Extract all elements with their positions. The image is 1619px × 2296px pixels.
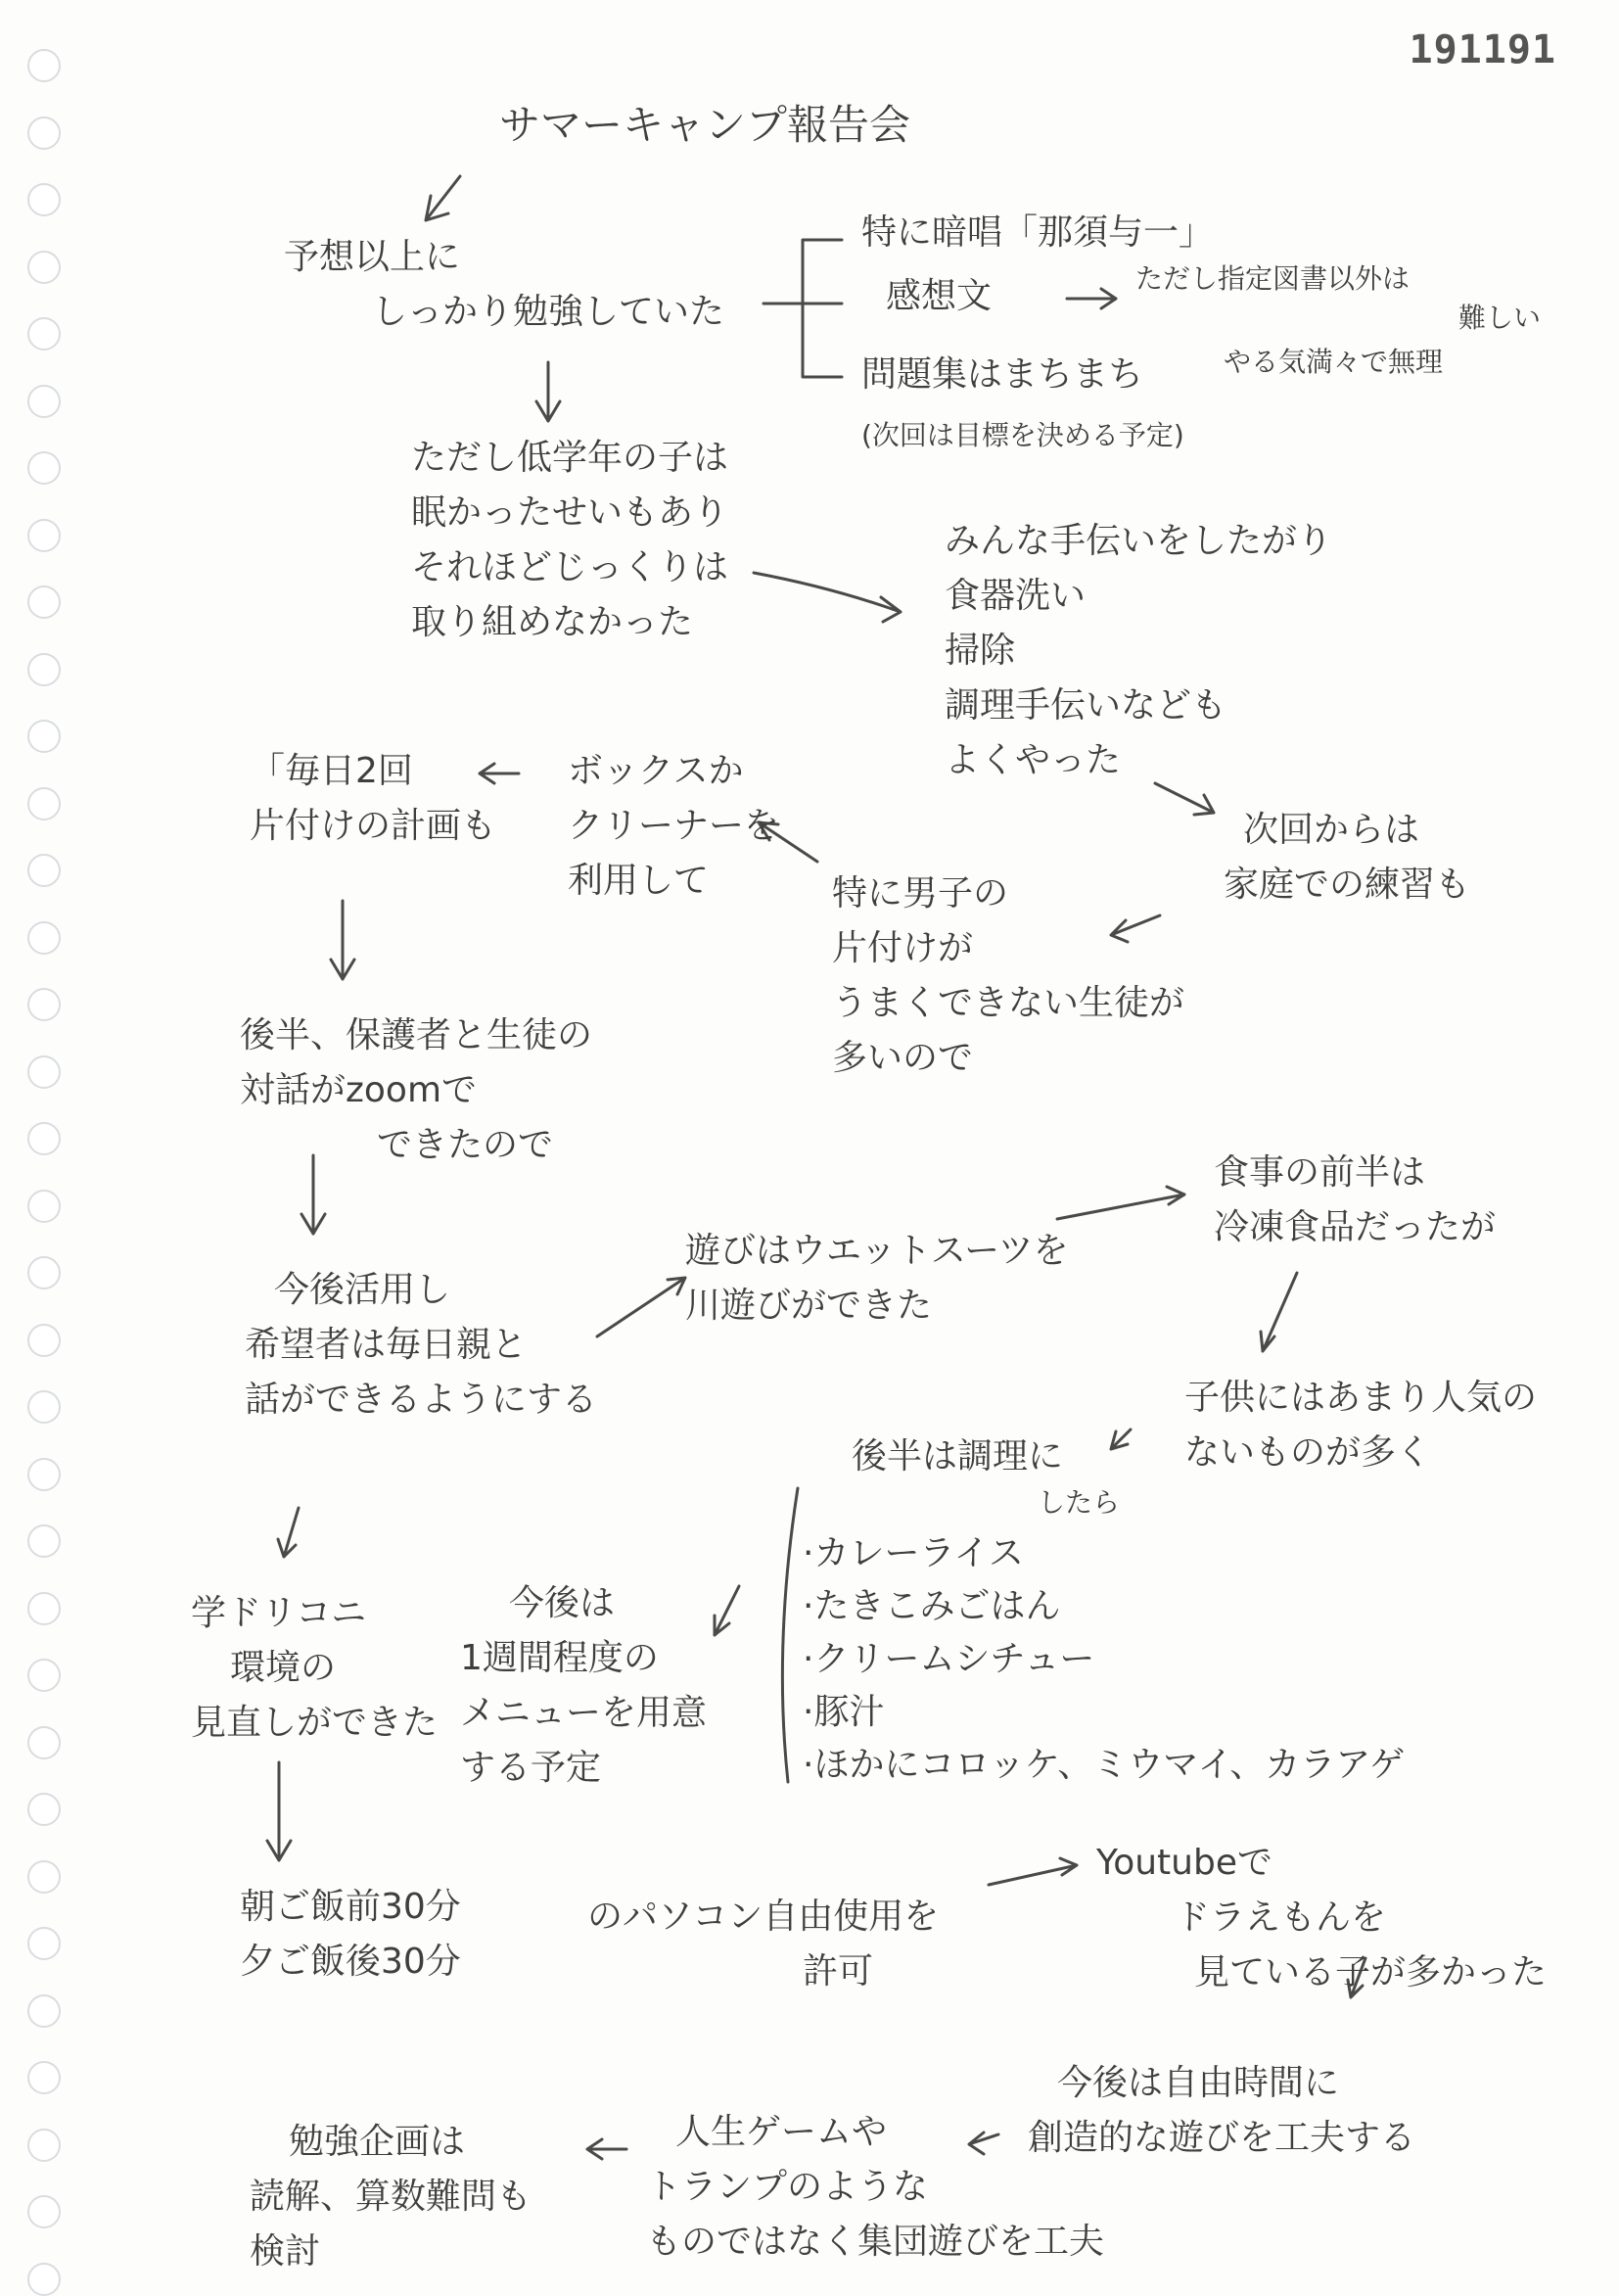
line: 家庭での練習も [1224, 865, 1471, 905]
node-branch-recite: 特に暗唱「那須与一」 [861, 212, 1215, 253]
line: 対話がzoomで [240, 1070, 478, 1110]
line: しっかり勉強していた [372, 292, 725, 332]
line: 多いので [832, 1038, 974, 1078]
line: ただし低学年の子は [411, 438, 729, 478]
node-twice-daily [250, 744, 496, 854]
arrow-title-to-exceeded [426, 176, 460, 220]
binder-hole [27, 1190, 61, 1223]
line: 見直しができた [191, 1703, 439, 1743]
binder-hole [27, 2061, 61, 2094]
line: ドラえもんを [1175, 1898, 1387, 1938]
binder-hole [27, 1659, 61, 1692]
document-id: 191191 [1409, 27, 1556, 72]
title: サマーキャンプ報告会 [499, 101, 911, 149]
line: する予定 [460, 1748, 602, 1788]
binder-hole [27, 1726, 61, 1759]
line: 検討 [250, 2231, 321, 2272]
node-branch-essay: 感想文 [886, 276, 993, 316]
node-outdoor [685, 1224, 1069, 1334]
line: 川遊びができた [685, 1286, 933, 1326]
line: 人生ゲームや [675, 2112, 888, 2152]
line: 掃除 [945, 631, 1016, 671]
line: 読解、算数難問も [250, 2177, 532, 2217]
line: みんな手伝いをしたがり [945, 521, 1333, 561]
arrow-exceeded-branches [763, 240, 842, 377]
line: メニューを用意 [460, 1693, 708, 1733]
node-youtube [1096, 1836, 1547, 2000]
node-box-cleaner [568, 744, 779, 909]
binder-hole [27, 1122, 61, 1155]
arrow-meals-to-kids [1261, 1273, 1297, 1351]
node-younger [411, 431, 728, 650]
node-kids-dislike [1184, 1371, 1537, 1480]
line: 次回からは [1243, 810, 1420, 850]
node-study-plan [250, 2115, 532, 2279]
arrow-essay-note [1067, 289, 1116, 308]
node-zoom [240, 1008, 592, 1173]
line: ただし指定図書以外は [1135, 262, 1411, 295]
line: 利用して [568, 861, 710, 901]
line: 1週間程度の [460, 1638, 659, 1678]
binder-hole [27, 183, 61, 216]
node-branch-workbook: 問題集はまちまち [861, 354, 1144, 395]
arrow-latter-to-weekly [715, 1586, 739, 1635]
line: よくやった [945, 740, 1122, 780]
node-chores [945, 514, 1332, 788]
binder-hole [27, 117, 61, 150]
arrow-younger-to-chores [754, 573, 901, 622]
node-weekly-menu [460, 1576, 707, 1796]
binder-hole [27, 988, 61, 1021]
line: のパソコン自由使用を [587, 1897, 940, 1937]
line: 夕ご飯後30分 [240, 1942, 461, 1982]
binder-hole [27, 1458, 61, 1491]
binder-hole [27, 2129, 61, 2162]
binder-hole [27, 451, 61, 485]
line: 食事の前半は [1214, 1152, 1426, 1193]
node-group-games [646, 2105, 1104, 2270]
menu-list [803, 1527, 1405, 1792]
node-latter-cooking: 後半は調理に [852, 1436, 1064, 1476]
binder-hole [27, 1390, 61, 1424]
binder-holes [0, 0, 98, 2291]
line: 調理手伝いなども [945, 685, 1227, 726]
line: それほどじっくりは [411, 547, 729, 587]
node-next-home [1224, 803, 1470, 913]
line: 子供にはあまり人気の [1184, 1378, 1538, 1418]
binder-hole [27, 1524, 61, 1558]
line: うまくできない生徒が [832, 983, 1185, 1023]
line: ないものが多く [1184, 1432, 1432, 1473]
line: Youtubeで [1096, 1843, 1272, 1883]
line: 片付けの計画も [250, 806, 497, 846]
binder-hole [27, 1927, 61, 1960]
line: ものではなく集団遊びを工夫 [646, 2222, 1105, 2262]
node-boys [832, 867, 1184, 1086]
line: 予想以上に [284, 237, 461, 277]
binder-hole [27, 519, 61, 552]
arrow-group-to-study [587, 2139, 626, 2159]
binder-hole [27, 1256, 61, 1289]
binder-hole [27, 1793, 61, 1826]
line: 今後は [509, 1583, 616, 1623]
line: 今後活用し [274, 1270, 451, 1310]
arrow-kids-to-latter [1111, 1429, 1131, 1449]
line: 見ている子が多かった [1194, 1952, 1548, 1992]
line: 環境の [230, 1648, 337, 1688]
binder-hole [27, 720, 61, 753]
binder-hole [27, 2263, 61, 2296]
line: 食器洗い [945, 576, 1087, 616]
binder-hole [27, 2195, 61, 2228]
node-meals [1214, 1146, 1496, 1255]
node-future-zoom [245, 1263, 597, 1428]
arrow-pcfree-to-youtube [989, 1858, 1077, 1885]
line: できたので [377, 1125, 554, 1165]
arrow-twice-to-zoom [331, 901, 354, 979]
node-pc-times [240, 1880, 461, 1990]
node-pc-free [587, 1890, 939, 1999]
binder-hole [27, 251, 61, 284]
binder-hole [27, 653, 61, 686]
line: 片付けが [832, 928, 974, 968]
line: クリーナーを [568, 806, 780, 846]
node-latter-cooking-note: したら [1038, 1486, 1121, 1519]
menu-item: · 豚汁 [803, 1686, 1405, 1739]
node-branch-essay-note [1135, 259, 1541, 338]
line: ボックスか [568, 751, 744, 791]
line: 取り組めなかった [411, 602, 694, 642]
menu-item: · たきこみごはん [803, 1580, 1405, 1633]
binder-hole [27, 586, 61, 619]
node-exceeded [284, 230, 724, 340]
binder-hole [27, 1055, 61, 1089]
line: 希望者は毎日親と [245, 1325, 528, 1365]
line: 遊びはウエットスーツを [685, 1231, 1069, 1271]
menu-item: · カレーライス [803, 1527, 1405, 1580]
binder-hole [27, 854, 61, 887]
binder-hole [27, 1994, 61, 2028]
binder-hole [27, 1324, 61, 1357]
line: 学ドリコニ [191, 1593, 367, 1633]
line: 話ができるようにする [245, 1380, 598, 1420]
menu-item: · ほかにコロッケ、ミウマイ、カラアゲ [803, 1739, 1405, 1792]
line: 「毎日2回 [250, 751, 413, 791]
line: 眠かったせいもあり [411, 492, 729, 533]
node-branch-workbook-note: (次回は目標を決める予定) [861, 419, 1184, 451]
line: 勉強企画は [289, 2122, 466, 2162]
arrow-pcenv-to-pctimes [267, 1762, 291, 1860]
line: 後半、保護者と生徒の [240, 1015, 593, 1055]
line: 今後は自由時間に [1057, 2063, 1340, 2103]
binder-hole [27, 317, 61, 351]
binder-hole [27, 49, 61, 82]
bracket-menu [782, 1488, 798, 1782]
line: 許可 [803, 1951, 874, 1991]
line: 冷凍食品だったが [1214, 1207, 1497, 1247]
arrow-outdoor-to-meals [1057, 1187, 1184, 1219]
line: 朝ご飯前30分 [240, 1887, 461, 1927]
arrow-exceeded-to-younger [536, 362, 560, 421]
node-pc-env [191, 1586, 438, 1751]
node-branch-essay-note2: やる気満々で無理 [1224, 346, 1444, 378]
binder-hole [27, 787, 61, 820]
binder-hole [27, 921, 61, 955]
arrow-future-to-pcenv [278, 1508, 299, 1557]
line: 特に男子の [832, 873, 1009, 914]
binder-hole [27, 1592, 61, 1625]
menu-item: · クリームシチュー [803, 1633, 1405, 1686]
line: 創造的な遊びを工夫する [1028, 2118, 1416, 2158]
line: トランプのような [646, 2167, 929, 2207]
arrow-future-to-outdoor [597, 1278, 685, 1336]
binder-hole [27, 385, 61, 418]
line: 難しい [1458, 302, 1542, 334]
binder-hole [27, 1860, 61, 1894]
